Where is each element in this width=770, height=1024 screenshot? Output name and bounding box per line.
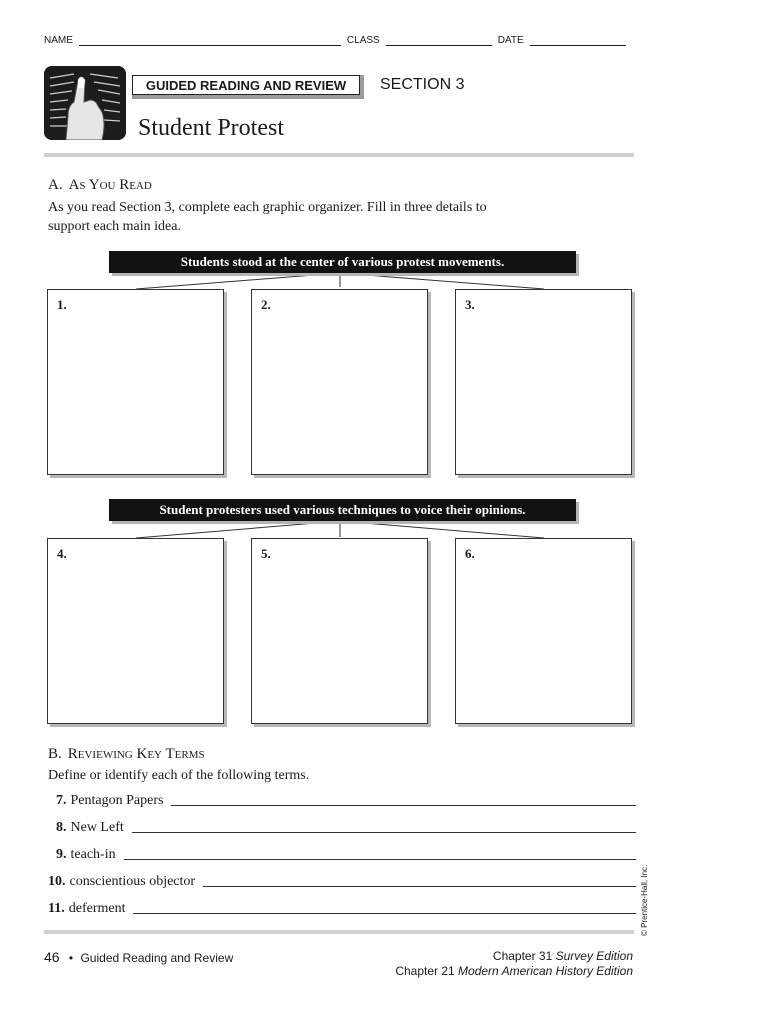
section-b-title: Reviewing Key Terms — [67, 746, 205, 762]
footer-modern-line — [395, 964, 633, 979]
term-answer-line[interactable] — [171, 796, 636, 806]
footer-survey-edition: Survey Edition — [555, 949, 633, 963]
footer-modern-chapter: Chapter 21 — [395, 964, 455, 978]
guided-reading-label: GUIDED READING AND REVIEW — [132, 75, 360, 95]
detail-box-number: 3. — [465, 297, 475, 312]
detail-box-number: 4. — [57, 546, 67, 561]
term-answer-line[interactable] — [132, 823, 636, 833]
detail-box-1[interactable] — [47, 289, 224, 475]
term-answer-line[interactable] — [203, 877, 636, 887]
page-number: 46 — [44, 949, 60, 965]
term-number: 7. — [56, 793, 67, 808]
footer-modern-edition: Modern American History Edition — [458, 964, 633, 978]
main-idea-1: Students stood at the center of various protest movements. — [109, 251, 576, 273]
term-row — [48, 847, 636, 863]
section-a-instructions: As you read Section 3, complete each graphic organizer. Fill in three details to support each main idea. — [48, 200, 487, 234]
section-b-heading — [48, 746, 205, 763]
detail-box-5[interactable] — [251, 538, 428, 724]
detail-box-3[interactable] — [455, 289, 632, 475]
term-text: conscientious objector — [69, 874, 196, 889]
term-number: 8. — [56, 820, 67, 835]
detail-box-number: 6. — [465, 546, 475, 561]
section-b-instructions: Define or identify each of the following terms. — [48, 768, 310, 783]
page-title: Student Protest — [138, 115, 285, 141]
term-answer-line[interactable] — [124, 850, 636, 860]
term-text: Pentagon Papers — [70, 793, 164, 808]
term-row — [48, 820, 636, 836]
detail-box-number: 5. — [261, 546, 271, 561]
footer-bullet: • — [68, 951, 74, 965]
section-b-letter: B. — [48, 746, 62, 762]
detail-box-4[interactable] — [47, 538, 224, 724]
footer-survey-chapter: Chapter 31 — [492, 949, 553, 963]
footer-right — [395, 949, 633, 979]
detail-box-number: 2. — [261, 297, 271, 312]
term-text: New Left — [70, 820, 124, 835]
footer-divider — [44, 930, 634, 934]
term-row — [48, 874, 636, 890]
name-label: NAME — [44, 35, 73, 46]
date-label: DATE — [497, 35, 524, 46]
class-label: CLASS — [346, 35, 380, 46]
term-answer-line[interactable] — [133, 904, 636, 914]
section-a-letter: A. — [48, 177, 63, 193]
term-number: 11. — [48, 901, 65, 916]
detail-box-2[interactable] — [251, 289, 428, 475]
section-label: SECTION 3 — [380, 76, 465, 93]
term-text: deferment — [68, 901, 126, 916]
term-number: 10. — [48, 874, 66, 889]
copyright-notice: © Prentice-Hall, Inc. — [640, 864, 649, 936]
detail-box-6[interactable] — [455, 538, 632, 724]
term-row — [48, 793, 636, 809]
term-number: 9. — [56, 847, 67, 862]
footer-left — [44, 949, 233, 965]
footer-book-title: Guided Reading and Review — [80, 951, 234, 965]
main-idea-2: Student protesters used various techniques to voice their opinions. — [109, 499, 576, 521]
section-a-title: As You Read — [68, 177, 152, 193]
term-row — [48, 901, 636, 917]
footer-survey-line — [395, 949, 633, 964]
detail-box-number: 1. — [57, 297, 67, 312]
term-text: teach-in — [70, 847, 116, 862]
